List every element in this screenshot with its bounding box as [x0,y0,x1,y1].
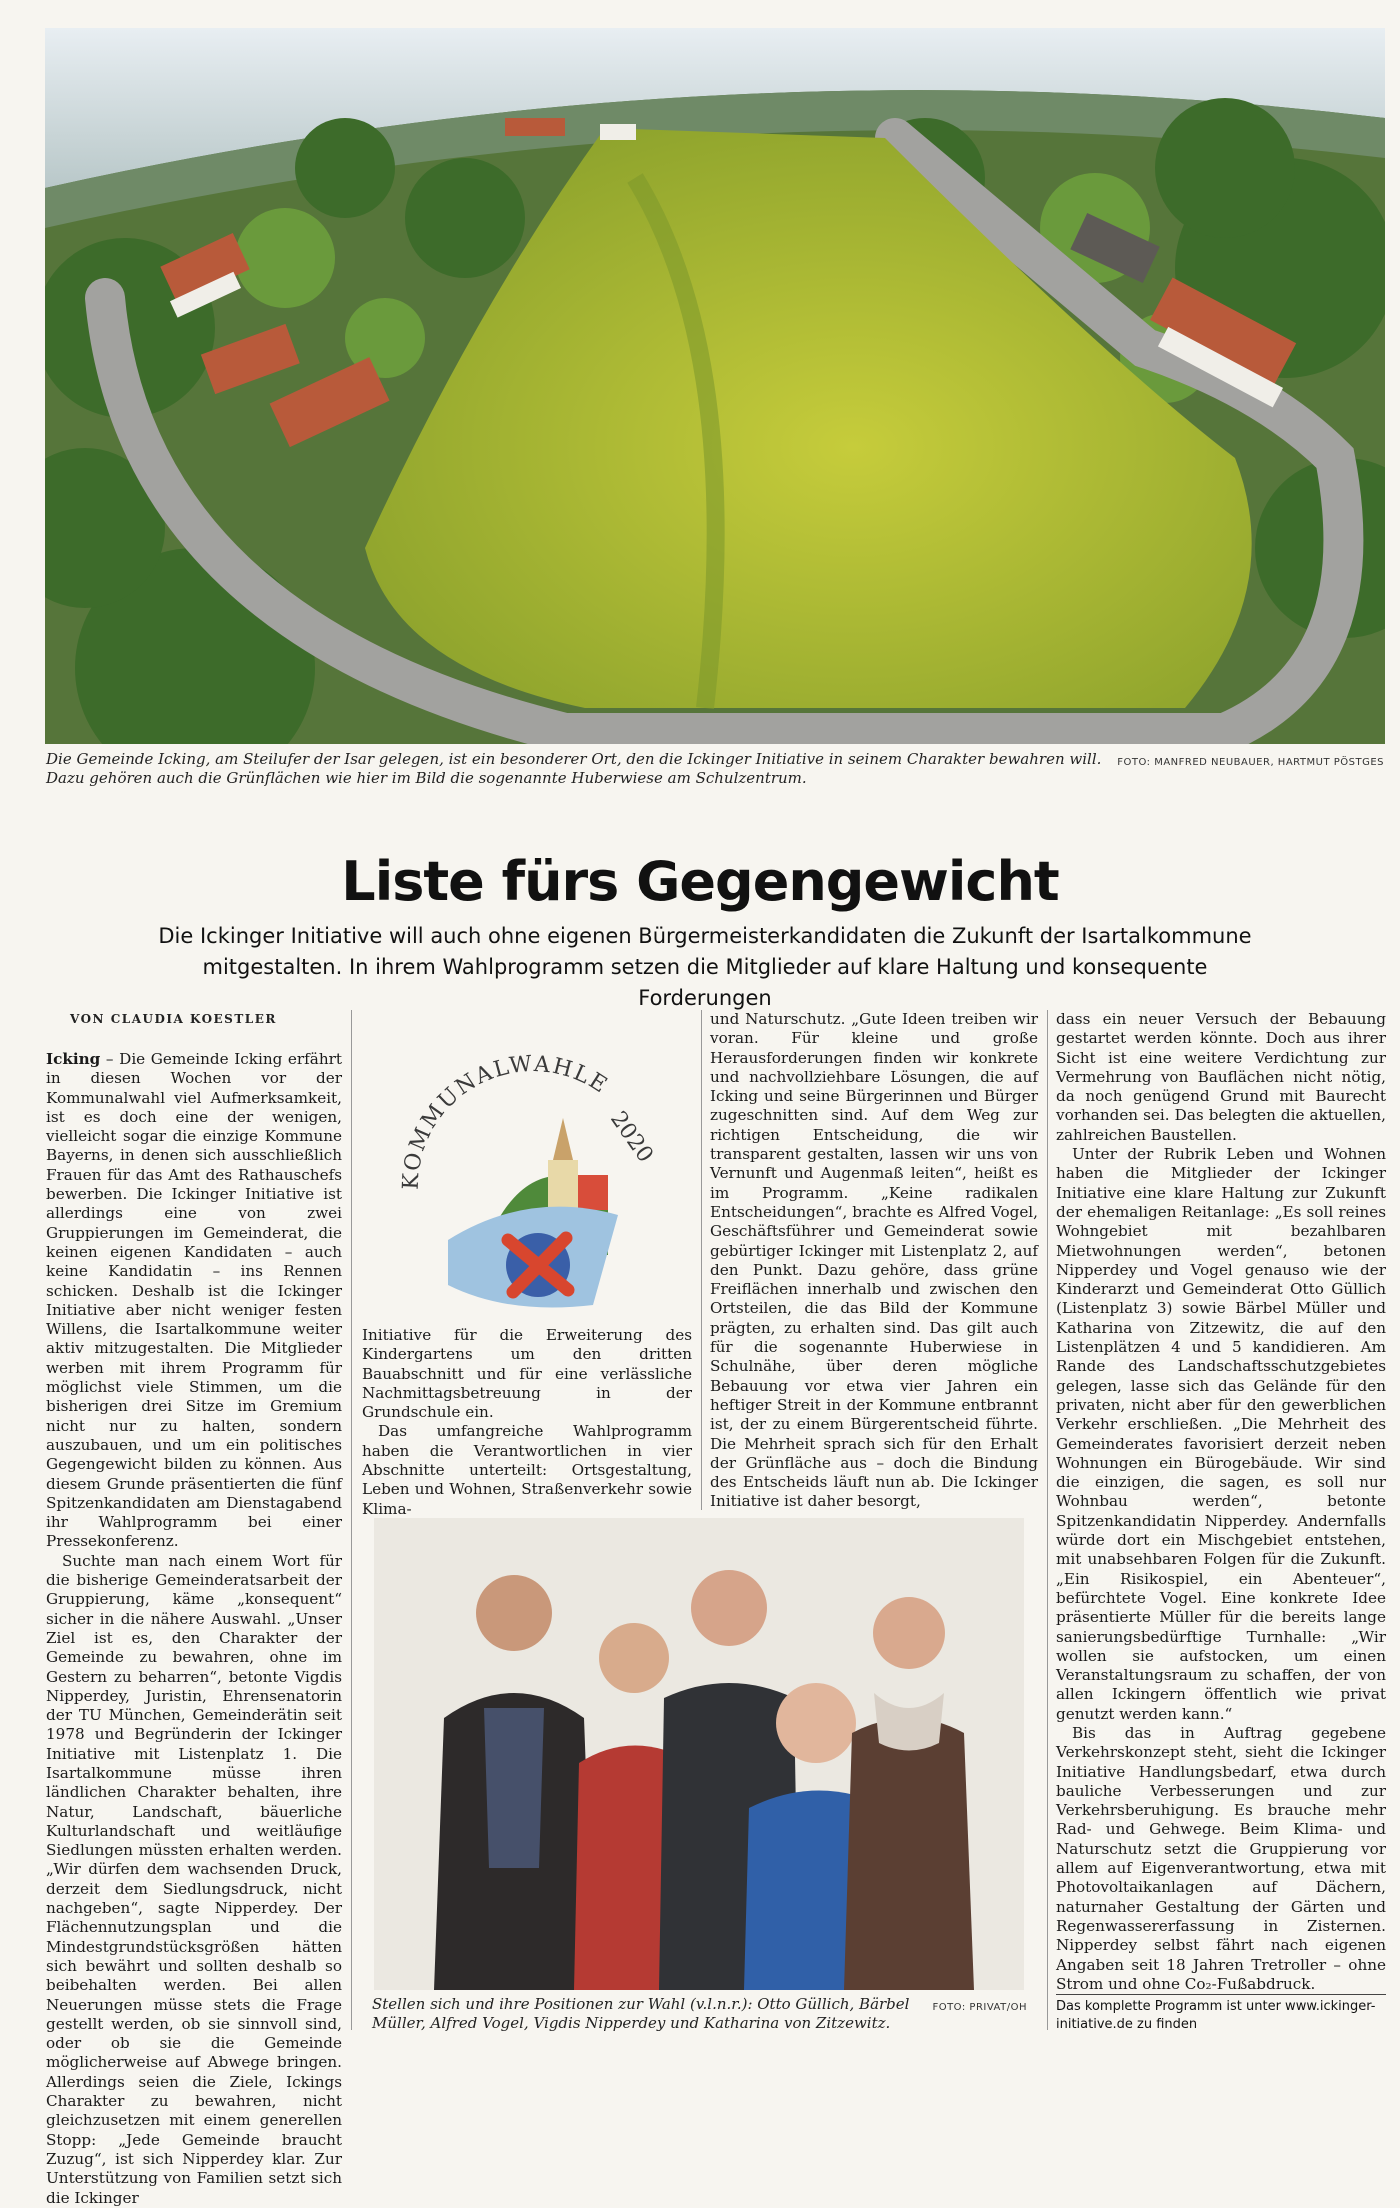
column-rule [701,1010,702,1510]
logo-arc-text: KOMMUNALWAHLE [398,1051,613,1191]
column-rule [351,1010,352,2030]
paragraph-4: Das umfangreiche Wahlprogramm haben die Verantwortlichen in vier Abschnitte unterteilt: Ortsgestaltung, Leben und Wohnen, Straßenverkehr sowie Klima- [362,1422,692,1518]
kommunalwahlen-2020-logo [388,1040,678,1310]
group-photo-caption-text: Stellen sich und ihre Positionen zur Wahl (v.l.n.r.): Otto Güllich, Bärbel Müller, Alfred Vogel, Vigdis Nipperdey und Katharina von Zitzewitz. [372,1995,910,2032]
logo-year: 2020 [605,1107,658,1168]
aerial-photo-huberwiese [45,28,1385,744]
dateline: Icking [46,1050,101,1068]
article-column-4 [1056,1010,1386,1994]
byline: VON CLAUDIA KOESTLER [70,1012,277,1026]
column-rule [1047,1010,1048,2030]
paragraph-6: dass ein neuer Versuch der Bebauung gestartet werden könnte. Doch aus ihrer Sicht ist eine weitere Verdichtung zur Vermehrung von Bauflächen nicht nötig, da noch genügend Grund mit Baurecht vorhanden sei. Das belegten die aktuellen, zahlreichen Baustellen. [1056,1010,1386,1144]
svg-text:KOMMUNALWAHLEN [388,1040,613,1190]
paragraph-2: Suchte man nach einem Wort für die bisherige Gemeinderatsarbeit der Gruppierung, käme „konsequent“ sicher in die nähere Auswahl. „Unser Ziel ist es, den Charakter der Gemeinde zu bewahren, ohne im Gestern zu beharren“, betonte Vigdis Nipperdey, Juristin, Ehrensenatorin der TU München, Gemeinderätin seit 1978 und Begründerin der Ickinger Initiative mit Listenplatz 1. Die Isartalkommune müsse ihren ländlichen Charakter behalten, ihre Natur, Landschaft, bäuerliche Kulturlandschaft und weitläufige Siedlungen müssten erhalten werden. „Wir dürfen dem wachsenden Druck, derzeit dem Siedlungsdruck, nicht nachgeben“, sagte Nipperdey. Der Flächennutzungsplan und die Mindestgrundstücksgrößen hätten sich bewährt und sollten deshalb so beibehalten werden. Bei allen Neuerungen müsse stets die Frage gestellt werden, ob sie sinnvoll sind, oder ob sie die Gemeinde möglicherweise auf Abwege bringen. Allerdings seien die Ziele, Ickings Charakter zu bewahren, nicht gleichzusetzen mit einem generellen Stopp: „Jede Gemeinde braucht Zuzug“, ist sich Nipperdey klar. Zur Unterstützung von Familien setzt sich die Ickinger [46,1551,342,2207]
paragraph-5: und Naturschutz. „Gute Ideen treiben wir voran. Für kleine und große Herausforderungen finden wir konkrete und nachvollziehbare Lösungen, die auf Icking und seine Bürgerinnen und Bürger zugeschnitten sind. Auf dem Weg zur richtigen Entscheidung, die wir transparent gestalten, lassen wir uns von Vernunft und Augenmaß leiten“, heißt es im Programm. „Keine radikalen Entscheidungen“, brachte es Alfred Vogel, Geschäftsführer und Gemeinderat sowie gebürtiger Ickinger mit Listenplatz 2, auf den Punkt. Dazu gehöre, dass grüne Freiflächen innerhalb und zwischen den Ortsteilen, die das Bild der Kommune prägten, zu erhalten sind. Das gilt auch für die sogenannte Huberwiese in Schulnähe, über deren mögliche Bebauung vor etwa vier Jahren ein heftiger Streit in der Kommune entbrannt ist, der zu einem Bürgerentscheid führte. Die Mehrheit sprach sich für den Erhalt der Grünfläche aus – doch die Bindung des Entscheids läuft nun ab. Die Ickinger Initiative ist daher besorgt, [710,1010,1038,1511]
article-column-1 [46,1050,342,2208]
paragraph-8: Bis das in Auftrag gegebene Verkehrskonzept steht, sieht die Ickinger Initiative Handlungsbedarf, etwa durch bauliche Verbesserungen und zur Verkehrsberuhigung. Es brauche mehr Rad- und Gehwege. Beim Klima- und Naturschutz setzt die Gruppierung vor allem auf Eigenverantwortung, etwa mit Photovoltaikanlagen auf Dächern, naturnaher Gestaltung der Gärten und Regenwassererfassung in Zisternen. Nipperdey selbst fährt nach eigenen Angaben seit 18 Jahren Tretroller – ohne Strom und ohne Co₂-Fußabdruck. [1056,1723,1386,1993]
paragraph-1: – Die Gemeinde Icking erfährt in diesen Wochen vor der Kommunalwahl viel Aufmerksamkeit, ist es doch eine der wenigen, vielleicht sogar die einzige Kommune Bayerns, in denen sich ausschließlich Frauen für das Amt des Rathauschefs bewerben. Die Ickinger Initiative ist allerdings eine von zwei Gruppierungen im Gemeinderat, die keinen eigenen Kandidaten – auch keine Kandidatin – ins Rennen schicken. Deshalb ist die Ickinger Initiative aber nicht weniger festen Willens, die Isartalkommune weiter aktiv mitzugestalten. Die Mitglieder werben mit ihrem Programm für möglichst viele Stimmen, um die bisherigen drei Sitze im Gremium nicht nur zu halten, sondern auszubauen, und um ein politisches Gegengewicht bilden zu können. Aus diesem Grunde präsentierten die fünf Spitzenkandidaten am Dienstagabend ihr Wahlprogramm bei einer Pressekonferenz. [46,1050,342,1551]
group-photo-caption [372,1995,1027,2033]
paragraph-7: Unter der Rubrik Leben und Wohnen haben die Mitglieder der Ickinger Initiative eine klare Haltung zur Zukunft der ehemaligen Reitanlage: „Es soll reines Wohngebiet mit bezahlbaren Mietwohnungen werden“, betonen Nipperdey und Vogel genauso wie der Kinderarzt und Gemeinderat Otto Güllich (Listenplatz 3) sowie Bärbel Müller und Katharina von Zitzewitz, die auf den Listenplätzen 4 und 5 kandidieren. Am Rande des Landschaftsschutzgebietes gelegen, lasse sich das Gelände für den privaten, nicht aber für den gewerblichen Verkehr erschließen. „Die Mehrheit des Gemeinderates favorisiert derzeit neben Wohnungen ein Bürogebäude. Wir sind die einzigen, die sagen, es soll nur Wohnbau werden“, betonte Spitzenkandidatin Nipperdey. Andernfalls würde dort ein Mischgebiet entstehen, mit unabsehbaren Folgen für die Zukunft. „Ein Risikospiel, ein Abenteuer“, befürchtete Vogel. Eine konkrete Idee präsentierte Müller für die bereits lange sanierungsbedürftige Turnhalle: „Wir wollen sie aufstocken, um einen Veranstaltungsraum zu schaffen, der von allen Ickingern öffentlich wie privat genutzt werden kann.“ [1056,1145,1386,1723]
photo-caption-text: Die Gemeinde Icking, am Steilufer der Isar gelegen, ist ein besonderer Ort, den die Ickinger Initiative in seinem Charakter bewahren will. Dazu gehören auch die Grünflächen wie hier im Bild die sogenannte Huberwiese am Schulzentrum. [46,750,1102,787]
info-box: Das komplette Programm ist unter www.ickinger-initiative.de zu finden [1056,1994,1386,2034]
photo-credit: FOTO: MANFRED NEUBAUER, HARTMUT PÖSTGES [1117,757,1384,768]
article-subhead: Die Ickinger Initiative will auch ohne eigenen Bürgermeisterkandidaten die Zukunft der Isartalkommune mitgestalten. In ihrem Wahlprogramm setzen die Mitglieder auf klare Haltung und konsequente Forderungen [158,924,1252,1010]
photo-caption [46,750,1384,788]
article-column-3 [710,1010,1038,1512]
group-photo-candidates [374,1518,1024,1990]
paragraph-3: Initiative für die Erweiterung des Kindergartens um den dritten Bauabschnitt und für eine verlässliche Nachmittagsbetreuung in der Grundschule ein. [362,1326,692,1422]
article-headline: Liste fürs Gegengewicht [341,850,1059,913]
photo-credit: FOTO: PRIVAT/OH [932,2002,1027,2013]
article-column-2 [362,1326,692,1519]
